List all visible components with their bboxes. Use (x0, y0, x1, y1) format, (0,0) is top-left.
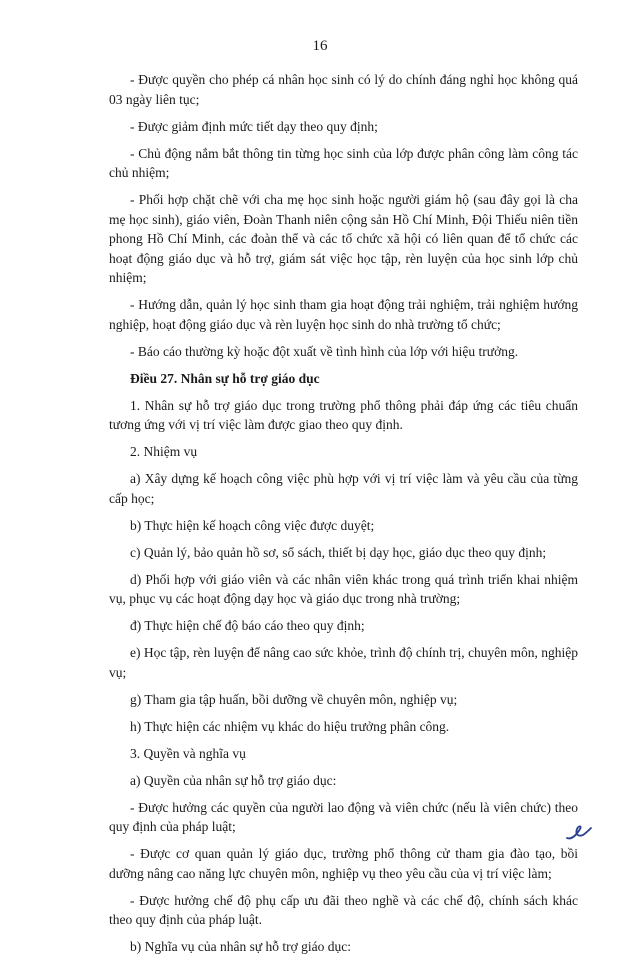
paragraph: b) Thực hiện kế hoạch công việc được duyệt; (130, 517, 375, 533)
paragraph: c) Quản lý, bảo quản hồ sơ, sổ sách, thiết bị dạy học, giáo dục theo quy định; (130, 544, 547, 560)
paragraph: 3. Quyền và nghĩa vụ (130, 745, 246, 761)
paragraph: g) Tham gia tập huấn, bồi dưỡng về chuyên môn, nghiệp vụ; (130, 691, 458, 707)
paragraph: - Phối hợp chặt chẽ với cha mẹ học sinh hoặc người giám hộ (sau đây gọi là cha mẹ học sinh), giáo viên, Đoàn Thanh niên cộng sản Hồ Chí Minh, Đội Thiếu niên tiền phong Hồ Chí Minh, các đoàn thể và các tổ chức xã hội có liên quan để tổ chức các hoạt động giáo dục và hỗ trợ, giám sát việc học tập, rèn luyện của học sinh lớp chủ nhiệm; (109, 192, 578, 285)
paragraph: - Được hưởng các quyền của người lao động và viên chức (nếu là viên chức) theo quy định của pháp luật; (109, 799, 578, 834)
paragraph: - Được giảm định mức tiết dạy theo quy định; (130, 118, 378, 134)
paragraph: b) Nghĩa vụ của nhân sự hỗ trợ giáo dục: (130, 939, 352, 954)
document-body (109, 70, 578, 964)
article-heading: Điều 27. Nhân sự hỗ trợ giáo dục (130, 370, 320, 386)
paragraph: e) Học tập, rèn luyện để nâng cao sức khỏe, trình độ chính trị, chuyên môn, nghiệp vụ; (109, 645, 578, 680)
paragraph: d) Phối hợp với giáo viên và các nhân viên khác trong quá trình triển khai nhiệm vụ, phục vụ các hoạt động dạy học và giáo dục trong nhà trường; (109, 571, 578, 606)
paragraph: a) Quyền của nhân sự hỗ trợ giáo dục: (130, 772, 337, 788)
paragraph: h) Thực hiện các nhiệm vụ khác do hiệu trưởng phân công. (130, 718, 450, 734)
paragraph: - Chủ động nắm bắt thông tin từng học sinh của lớp được phân công làm công tác chủ nhiệm; (109, 145, 578, 180)
paragraph: 2. Nhiệm vụ (130, 444, 198, 459)
paragraph: 1. Nhân sự hỗ trợ giáo dục trong trường phổ thông phải đáp ứng các tiêu chuẩn tương ứng với vị trí việc làm được giao theo quy định. (109, 397, 578, 432)
paragraph: a) Xây dựng kế hoạch công việc phù hợp với vị trí việc làm và yêu cầu của từng cấp học; (109, 471, 578, 506)
paragraph: - Được hưởng chế độ phụ cấp ưu đãi theo nghề và các chế độ, chính sách khác theo quy định của pháp luật. (109, 892, 578, 927)
paragraph: - Được cơ quan quản lý giáo dục, trường phổ thông cử tham gia đào tạo, bồi dưỡng nâng cao năng lực chuyên môn, nghiệp vụ theo yêu cầu của vị trí việc làm; (109, 846, 578, 881)
paragraph: - Báo cáo thường kỳ hoặc đột xuất về tình hình của lớp với hiệu trưởng. (130, 343, 519, 359)
handwritten-initial (563, 818, 593, 844)
paragraph: đ) Thực hiện chế độ báo cáo theo quy định; (130, 618, 365, 633)
paragraph: - Hướng dẫn, quản lý học sinh tham gia hoạt động trải nghiệm, trải nghiệm hướng nghiệp, hoạt động giáo dục và rèn luyện học sinh do nhà trường tổ chức; (109, 297, 578, 332)
paragraph: - Được quyền cho phép cá nhân học sinh có lý do chính đáng nghỉ học không quá 03 ngày liên tục; (109, 72, 578, 107)
page-number: 16 (312, 38, 328, 54)
